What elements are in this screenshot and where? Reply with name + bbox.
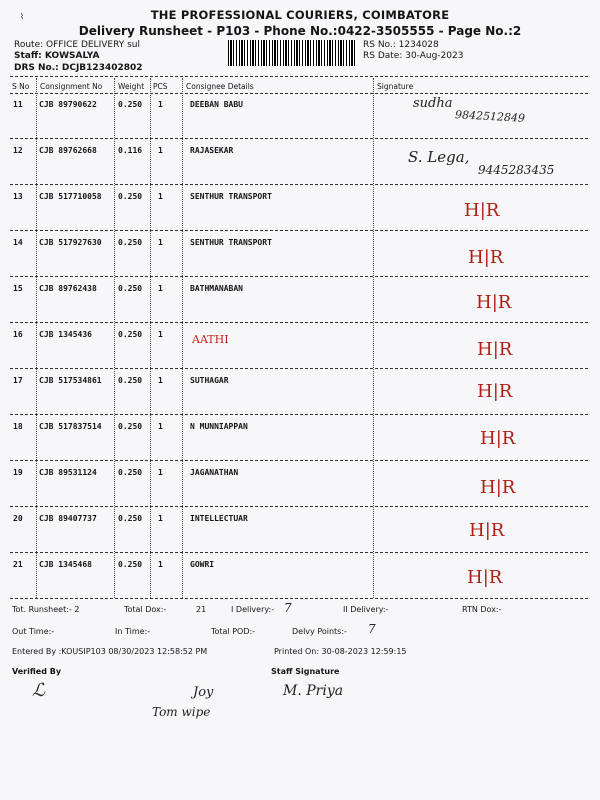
- row-signature-phone: 9842512849: [454, 108, 526, 125]
- route-label: Route: OFFICE DELIVERY sul: [14, 40, 140, 50]
- row-signature-phone: 9445283435: [478, 163, 555, 177]
- row-weight: 0.250: [118, 468, 143, 477]
- row-sno: 15: [13, 284, 23, 293]
- row-consignee: GOWRI: [190, 560, 215, 569]
- in-time-label: In Time:-: [115, 627, 151, 636]
- rs-number: RS No.: 1234028: [363, 40, 439, 50]
- total-pod-label: Total POD:-: [211, 627, 256, 636]
- row-weight: 0.250: [118, 514, 143, 523]
- row-rule: [10, 460, 588, 461]
- row-consignee: BATHMANABAN: [190, 284, 243, 293]
- verifier-signature-1: ℒ: [32, 680, 45, 701]
- row-consignee: AATHI: [192, 333, 229, 346]
- row-pcs: 1: [158, 330, 163, 339]
- row-consignment: CJB 517710058: [39, 192, 102, 201]
- row-pcs: 1: [158, 514, 163, 523]
- row-sno: 13: [13, 192, 23, 201]
- row-weight: 0.250: [118, 330, 143, 339]
- row-sno: 21: [13, 560, 23, 569]
- row-rule: [10, 506, 588, 507]
- verified-by-label: Verified By: [12, 667, 62, 676]
- row-weight: 0.250: [118, 376, 143, 385]
- staff-signature: M. Priya: [283, 683, 344, 699]
- row-pcs: 1: [158, 468, 163, 477]
- row-weight: 0.116: [118, 146, 143, 155]
- row-consignment: CJB 89531124: [39, 468, 97, 477]
- row-weight: 0.250: [118, 100, 143, 109]
- col-signature: Signature: [377, 82, 414, 91]
- row-consignment: CJB 517927630: [39, 238, 102, 247]
- row-weight: 0.250: [118, 238, 143, 247]
- total-dox-label: Total Dox:-: [124, 605, 167, 614]
- row-consignee: INTELLECTUAR: [190, 514, 248, 523]
- row-rule: [10, 552, 588, 553]
- row-signature: H|R: [467, 567, 503, 588]
- row-weight: 0.250: [118, 422, 143, 431]
- ii-delivery-label: II Delivery:-: [343, 605, 389, 614]
- row-pcs: 1: [158, 100, 163, 109]
- row-consignee: SUTHAGAR: [190, 376, 229, 385]
- table-bottom-rule: [10, 598, 588, 599]
- row-consignment: CJB 1345468: [39, 560, 92, 569]
- row-pcs: 1: [158, 422, 163, 431]
- row-pcs: 1: [158, 560, 163, 569]
- row-weight: 0.250: [118, 560, 143, 569]
- tot-runsheet: Tot. Runsheet:- 2: [12, 605, 80, 614]
- staff-signature-label: Staff Signature: [271, 667, 340, 676]
- row-sno: 20: [13, 514, 23, 523]
- rs-date: RS Date: 30-Aug-2023: [363, 51, 464, 61]
- delvy-points-value: 7: [368, 622, 376, 636]
- row-pcs: 1: [158, 238, 163, 247]
- row-consignment: CJB 89762438: [39, 284, 97, 293]
- row-signature: H|R: [468, 247, 504, 268]
- row-sno: 12: [13, 146, 23, 155]
- row-rule: [10, 230, 588, 231]
- col-divider: [36, 78, 37, 598]
- company-name: THE PROFESSIONAL COURIERS, COIMBATORE: [150, 8, 450, 22]
- row-sno: 17: [13, 376, 23, 385]
- row-consignee: SENTHUR TRANSPORT: [190, 192, 272, 201]
- col-sno: S No: [12, 82, 30, 91]
- row-pcs: 1: [158, 376, 163, 385]
- row-consignment: CJB 89790622: [39, 100, 97, 109]
- row-rule: [10, 368, 588, 369]
- col-pcs: PCS: [153, 82, 168, 91]
- row-sno: 19: [13, 468, 23, 477]
- row-rule: [10, 414, 588, 415]
- row-rule: [10, 322, 588, 323]
- i-delivery-value: 7: [284, 601, 292, 615]
- verifier-signature-3: Tom wipe: [152, 705, 211, 719]
- row-consignment: CJB 89407737: [39, 514, 97, 523]
- row-weight: 0.250: [118, 284, 143, 293]
- row-signature: S. Lega,: [408, 148, 470, 166]
- col-weight: Weight: [118, 82, 145, 91]
- row-consignment: CJB 89762668: [39, 146, 97, 155]
- col-divider: [150, 78, 151, 598]
- row-rule: [10, 138, 588, 139]
- row-consignee: N MUNNIAPPAN: [190, 422, 248, 431]
- row-rule: [10, 184, 588, 185]
- col-divider: [373, 78, 374, 598]
- row-pcs: 1: [158, 192, 163, 201]
- row-signature: H|R: [477, 339, 513, 360]
- printed-on: Printed On: 30-08-2023 12:59:15: [274, 647, 407, 656]
- i-delivery-label: I Delivery:-: [231, 605, 275, 614]
- delvy-points-label: Delvy Points:-: [292, 627, 347, 636]
- entered-by: Entered By :KOUSIP103 08/30/2023 12:58:52 PM: [12, 647, 208, 656]
- row-signature: H|R: [476, 292, 512, 313]
- table-top-rule: [10, 76, 588, 77]
- col-consignee: Consignee Details: [186, 82, 254, 91]
- col-consignment: Consignment No: [40, 82, 103, 91]
- row-consignee: DEEBAN BABU: [190, 100, 243, 109]
- row-sno: 14: [13, 238, 23, 247]
- row-weight: 0.250: [118, 192, 143, 201]
- verifier-signature-2: Joy: [193, 685, 214, 700]
- row-rule: [10, 276, 588, 277]
- row-signature: H|R: [477, 381, 513, 402]
- col-divider: [114, 78, 115, 598]
- row-pcs: 1: [158, 146, 163, 155]
- row-signature: H|R: [480, 428, 516, 449]
- row-sno: 18: [13, 422, 23, 431]
- row-signature: sudha: [413, 96, 453, 111]
- rtn-dox-label: RTN Dox:-: [462, 605, 502, 614]
- row-sno: 16: [13, 330, 23, 339]
- row-consignment: CJB 517837514: [39, 422, 102, 431]
- row-signature: H|R: [480, 477, 516, 498]
- row-consignment: CJB 1345436: [39, 330, 92, 339]
- row-consignee: RAJASEKAR: [190, 146, 234, 155]
- row-signature: H|R: [464, 200, 500, 221]
- total-dox-value: 21: [196, 605, 207, 614]
- barcode: [228, 40, 356, 66]
- drs-number: DRS No.: DCJB123402802: [14, 63, 143, 73]
- col-divider: [182, 78, 183, 598]
- row-signature: H|R: [469, 520, 505, 541]
- row-consignment: CJB 517534861: [39, 376, 102, 385]
- row-sno: 11: [13, 100, 23, 109]
- row-consignee: SENTHUR TRANSPORT: [190, 238, 272, 247]
- row-consignee: JAGANATHAN: [190, 468, 239, 477]
- row-pcs: 1: [158, 284, 163, 293]
- out-time-label: Out Time:-: [12, 627, 55, 636]
- runsheet-subtitle: Delivery Runsheet - P103 - Phone No.:0422-3505555 - Page No.:2: [78, 24, 522, 38]
- bird-logo-icon: ⌇: [20, 12, 24, 21]
- table-header-rule: [10, 93, 588, 94]
- staff-label: Staff: KOWSALYA: [14, 51, 100, 61]
